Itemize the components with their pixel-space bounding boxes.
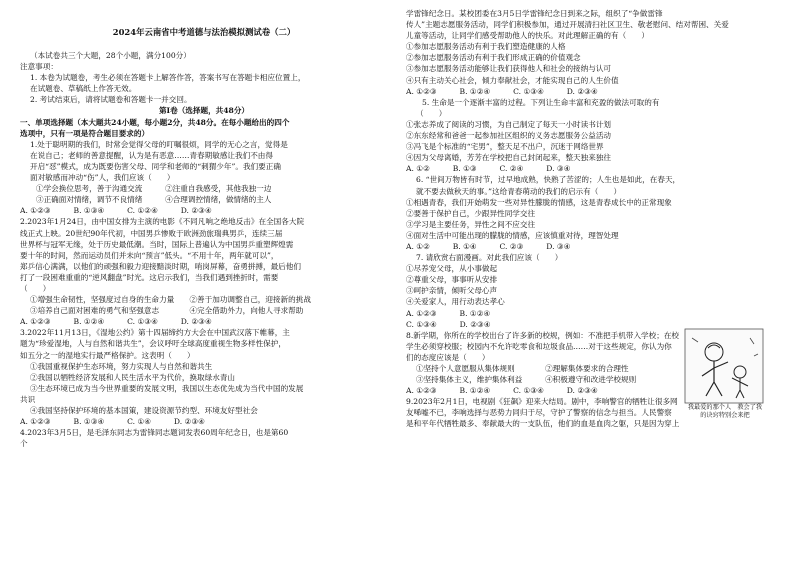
text-line: ②参加志愿服务活动有利于我们形成正确的价值观念 xyxy=(406,53,581,63)
text-line: 面对敏感而冲动“伤”人，我们应该（ ） xyxy=(30,173,175,183)
text-line: 学生必须穿校服；校园内不允许吃零食和垃圾食品……对于这些规定，你认为你 xyxy=(406,341,672,351)
text-line: 2. 考试结束后，请将试题卷和答题卡一并交回。 xyxy=(30,95,192,105)
text-line: 1.处于聪明期的我们，时常会觉得父母的叮嘱很烦，同学的无心之言，觉得是 xyxy=(30,139,288,149)
text-line: 6. “世间万物皆有时节，过早地成熟，快熟了苦涩的；人生也是如此，在春天， xyxy=(416,175,681,185)
text-line: A. ①②③ B. ①②④ C. ①③④ D. ②③④ xyxy=(20,317,212,327)
parent-child-cartoon-image xyxy=(684,328,764,404)
text-line: ①坚持个人意愿服从集体规则 ②理解集体要求的合理性 xyxy=(416,364,629,373)
text-line: 们的态度应该是（ ） xyxy=(406,352,490,362)
text-line: 就不要去做秋天的事。”这给青春萌动的我们的启示有（ ） xyxy=(416,186,622,196)
text-line: ①相遇青春，我们开始萌发一些对异性朦胧的情感，这是青春成长中的正常现象 xyxy=(406,197,672,207)
text-line: A. ①② B. ①③ C. ②④ D. ③④ xyxy=(406,164,571,174)
text-line: 一、单项选择题（本大题共24小题，每小题2分，共48分。在每小题给出的四个 xyxy=(20,117,290,127)
text-line: ④关爱家人，用行动表达孝心 xyxy=(406,297,505,307)
text-line: 3.2022年11月13日，《湿地公约》第十四届缔约方大会在中国武汉落下帷幕，主 xyxy=(20,328,290,338)
text-line: ③正确面对情绪，调节不良情绪 ④合理调控情绪，做情绪的主人 xyxy=(36,195,272,205)
text-line: ②我国以牺牲经济发展和人民生活水平为代价，换取绿水青山 xyxy=(30,372,236,382)
text-line: ②尊重父母，事事听从安排 xyxy=(406,275,498,285)
text-line: 8.新学期，你所在的学校出台了许多新的校规，例如：不准把手机带入学校；在校 xyxy=(406,330,680,340)
text-line: ③呵护亲情，倾听父母心声 xyxy=(406,286,498,296)
text-line: ③参加志愿服务活动能够让我们获得他人和社会的接纳与认可 xyxy=(406,64,612,74)
text-line: ①参加志愿服务活动有利于我们塑造健康的人格 xyxy=(406,42,566,52)
text-line: ①张志养成了阅读的习惯，为自己制定了每天一小时读书计划 xyxy=(406,119,612,129)
text-line: 是和平年代牺牲最多、奉献最大的一支队伍，他们的血是血肉之躯，只是因为穿上 xyxy=(406,419,680,429)
text-line: 郑乒信心满满，以他们的顽强和毅力迎接黯淡时期，哨岗屏幕，奋勇拼搏，最后他们 xyxy=(20,261,301,271)
exam-title: 2024年云南省中考道德与法治模拟测试卷（二） xyxy=(112,27,296,37)
text-line: ②要善于保护自己，少跟异性同学交往 xyxy=(406,208,536,218)
text-line: 开启“怼”模式，成为既要伤害父母、同学和老师的“刺猬少年”。我们要正确 xyxy=(30,161,281,171)
text-line: A. ①②③ B. ①③④ C. ①②④ D. ②③④ xyxy=(20,206,212,216)
text-line: 1. 本卷为试题卷，考生必须在答题卡上解答作答，答案书写在答题卡相应位置上， xyxy=(30,73,306,83)
text-line: A. ①② B. ①④ C. ②③ D. ③④ xyxy=(406,241,571,251)
text-line: （ ） xyxy=(416,108,447,118)
text-line: ④因为父母离婚，芳芳在学校把自己封闭起来，整天独来独往 xyxy=(406,153,612,163)
text-line: 5. 生命是一个逐渐丰富的过程。下列让生命丰富和充盈的做法可取的有 xyxy=(422,97,660,107)
text-line: ②东东经常和爸爸一起参加社区组织的义务志愿服务公益活动 xyxy=(406,131,612,141)
text-line: 在试题卷、草稿纸上作答无效。 xyxy=(30,84,137,94)
text-line: ①我国重视保护生态环境，努力实现人与自然和谐共生 xyxy=(30,361,213,371)
text-line: 儿童等活动，让同学们感受帮助他人的快乐。对此理解正确的有（ ） xyxy=(406,31,649,41)
text-line: 注意事项： xyxy=(20,62,58,72)
text-line: 9.2023年2月1日，电视剧《狂飙》迎来大结局。剧中，李响警官的牺牲让很多网 xyxy=(406,397,678,407)
text-line: 2.2023年1月24日，由中国女排为主演的电影《不同凡响之绝地反击》在全国各大院 xyxy=(20,217,305,227)
text-line: A. ①②③ B. ①②④ xyxy=(406,308,491,318)
left-column xyxy=(20,50,388,449)
text-line: ①增强生命韧性，坚强度过自身的生命力量 ②善于加功调整自己，迎接新的挑战 xyxy=(30,295,311,305)
text-line: ④只有主动关心社会，倾力奉献社会，才能实现自己的人生价值 xyxy=(406,75,619,85)
text-line: 选项中，只有一项是符合题目要求的） xyxy=(20,128,150,138)
text-line: ④面对生活中可能出现的朦胧的情感，应该慎重对待，理智处理 xyxy=(406,230,619,240)
text-line: ③培养自己面对困难的勇气和坚强意志 ④完全借助外力，向他人寻求帮助 xyxy=(30,306,304,316)
text-line: ③生态环境已成为当今世界重要的发展文明，我国以生态优先成为当代中国的发展 xyxy=(30,383,304,393)
text-line: 第Ⅰ卷（选择题，共48分） xyxy=(158,106,250,116)
text-line: ③冯飞是个标准的“宅男”，整天足不出户，沉迷于网络世界 xyxy=(406,142,604,152)
text-line: A. ①②③ B. ①③④ C. ①④ D. ②③④ xyxy=(20,417,205,427)
text-line: 学雷锋纪念日。某校团委在3月5日学雷锋纪念日到来之际，组织了“争做雷锋 xyxy=(406,9,663,18)
text-line: 个 xyxy=(20,439,28,449)
text-line: ④我国坚持保护环境的基本国策，建设资源节约型、环境友好型社会 xyxy=(30,406,258,415)
text-line: （ ） xyxy=(20,283,51,293)
text-line: 友唏嘘不已，李响选择与恶势力同归于尽，守护了警察的信念与担当。人民警察 xyxy=(406,408,672,418)
text-line: ③坚持集体主义，维护集体利益 ④积极遵守和改进学校规则 xyxy=(416,375,637,385)
text-line: 共识 xyxy=(20,394,36,404)
text-line: A. ①②③ B. ①②④ C. ①③④ D. ②③④ xyxy=(406,386,598,396)
text-line: A. ①②③ B. ①②④ C. ①③④ D. ②③④ xyxy=(406,86,598,96)
text-line: 世界杯与冠军无缘，处于历史最低潮。当时，国际上普遍认为中国男乒重塑辉煌需 xyxy=(20,239,294,249)
text-line: 题为“珍爱湿地，人与自然和谐共生”，会议呼吁全球高度重视生物多样性保护， xyxy=(20,339,286,349)
text-line: 线正式上映。20世纪90年代初，中国男乒惨败于欧洲劲旅瑞典男乒，连续三届 xyxy=(20,228,283,238)
text-line: 在说自己；老师的善意提醒，认为是有恶意……青春期敏感让我们不由得 xyxy=(30,150,273,160)
text-line: ①尽养宠父母，从小事做起 xyxy=(406,264,498,274)
text-line: 要十年的时间，然而运动员们并未向“预言”低头。“不用十年，两年就可以”， xyxy=(20,250,279,260)
text-line: 7. 请欣赏右面漫画。对此我们应该（ ） xyxy=(416,253,563,263)
text-line: ①学会换位思考，善于沟通交流 ②注重自我感受，其他我独一边 xyxy=(36,184,272,194)
text-line: ③学习是主要任务，异性之间不应交往 xyxy=(406,219,536,229)
text-line: C. ①③④ D. ②③④ xyxy=(406,319,491,329)
text-line: 传人”主题志愿服务活动，同学们积极参加，通过开展清扫社区卫生、敬老慰问、结对帮困、关爱 xyxy=(406,20,729,30)
text-line: 4.2023年3月5日，是毛泽东同志为雷锋同志题词发表60周年纪念日，也是第60 xyxy=(20,428,289,438)
text-line: （本试卷共三个大题，28个小题，满分100分） xyxy=(30,51,191,60)
cartoon-caption: 我最爱的那个人 教会了我 的诀窍特别会来把 xyxy=(687,404,769,419)
text-line: 如五分之一的湿地实行最严格保护。这表明（ ） xyxy=(20,350,195,360)
text-line: 打了一段困难重重的“逆风翻盘”时光。这启示我们，当我们遇到挫折时，需要 xyxy=(20,272,279,282)
